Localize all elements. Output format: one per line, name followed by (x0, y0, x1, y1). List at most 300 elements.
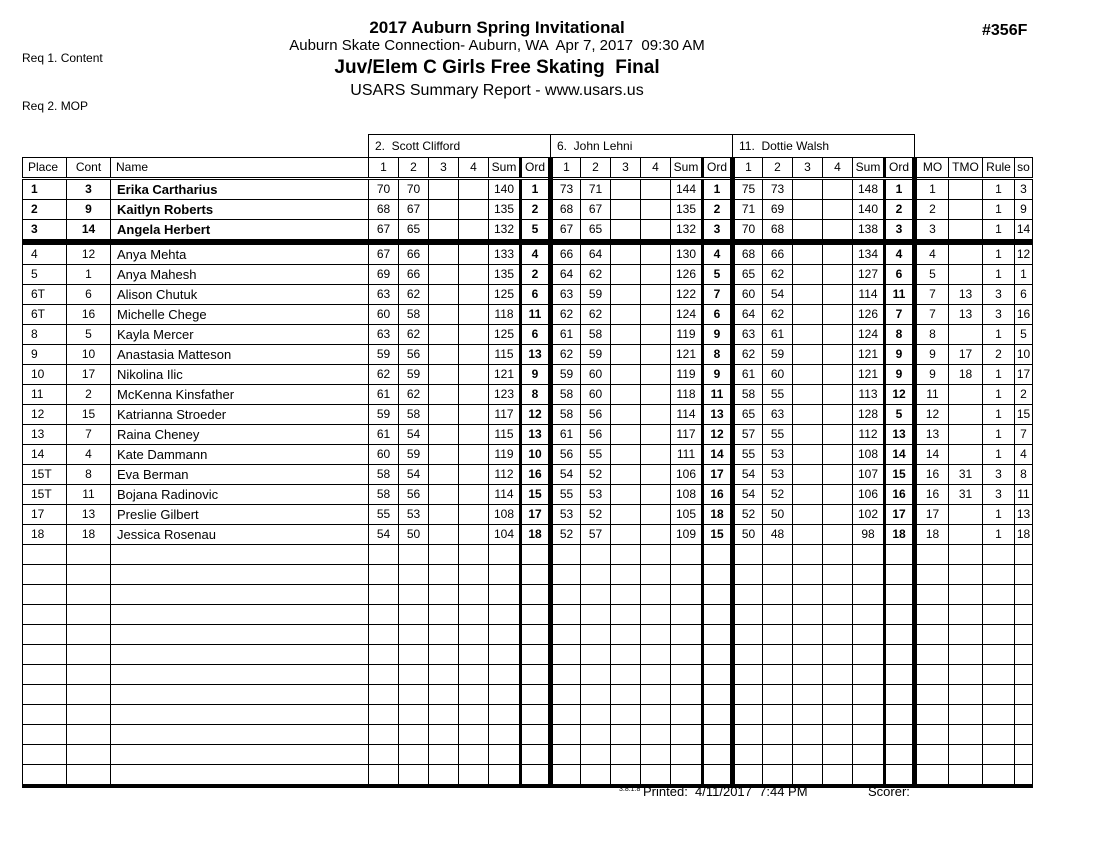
cell-judge2-ord: 9 (703, 325, 733, 345)
cell-judge2-s2 (581, 645, 611, 665)
cell-judge1-s1: 61 (369, 425, 399, 445)
cell-judge3-sum: 126 (853, 305, 885, 325)
cell-so: 9 (1015, 200, 1033, 220)
cell-judge3-s1: 75 (733, 179, 763, 200)
cell-so (1015, 645, 1033, 665)
cell-judge2-s1: 56 (551, 445, 581, 465)
cell-judge3-s1 (733, 605, 763, 625)
cell-judge1-s4 (459, 665, 489, 685)
cell-judge2-s3 (611, 405, 641, 425)
skater-row (23, 325, 1033, 345)
cell-judge2-sum: 114 (671, 405, 703, 425)
cell-judge1-s1: 58 (369, 465, 399, 485)
cell-judge1-s1 (369, 665, 399, 685)
cell-mo (915, 605, 949, 625)
cell-judge2-ord (703, 545, 733, 565)
cell-mo: 16 (915, 465, 949, 485)
cell-judge3-s3 (793, 685, 823, 705)
cell-judge1-s2: 66 (399, 265, 429, 285)
empty-row (23, 685, 1033, 705)
cell-judge3-s1: 62 (733, 345, 763, 365)
cell-judge3-ord: 16 (885, 485, 915, 505)
cell-so (1015, 725, 1033, 745)
cell-judge2-s1 (551, 645, 581, 665)
cell-judge1-s1: 63 (369, 325, 399, 345)
cell-judge3-sum: 128 (853, 405, 885, 425)
col-header-j3-ord: Ord (885, 158, 915, 179)
cell-mo: 11 (915, 385, 949, 405)
cell-so (1015, 745, 1033, 765)
cell-judge3-s3 (793, 465, 823, 485)
cell-judge3-sum (853, 685, 885, 705)
cell-judge1-ord (521, 765, 551, 787)
cell-name (111, 745, 369, 765)
cell-mo: 14 (915, 445, 949, 465)
cell-judge1-s3 (429, 545, 459, 565)
cell-judge1-sum: 133 (489, 242, 521, 265)
cell-cont (67, 625, 111, 645)
cell-tmo: 31 (949, 465, 983, 485)
cell-place: 12 (23, 405, 67, 425)
cell-judge2-s2 (581, 725, 611, 745)
cell-judge3-sum: 134 (853, 242, 885, 265)
cell-judge3-sum: 127 (853, 265, 885, 285)
cell-judge2-ord: 16 (703, 485, 733, 505)
cell-name (111, 625, 369, 645)
cell-judge1-s2 (399, 765, 429, 787)
cell-place: 4 (23, 242, 67, 265)
cell-rule: 3 (983, 465, 1015, 485)
cell-judge1-s3 (429, 285, 459, 305)
cell-judge1-sum: 140 (489, 179, 521, 200)
skater-row (23, 179, 1033, 200)
cell-place: 9 (23, 345, 67, 365)
cell-judge3-s3 (793, 285, 823, 305)
column-header-row (23, 158, 1033, 179)
cell-place (23, 545, 67, 565)
cell-judge1-s1 (369, 625, 399, 645)
cell-judge3-s3 (793, 385, 823, 405)
cell-judge3-ord: 14 (885, 445, 915, 465)
cell-tmo (949, 745, 983, 765)
cell-judge2-ord: 17 (703, 465, 733, 485)
cell-judge2-sum (671, 605, 703, 625)
cell-judge1-s1 (369, 705, 399, 725)
cell-judge3-s1: 50 (733, 525, 763, 545)
cell-judge1-sum (489, 605, 521, 625)
cell-name: Katrianna Stroeder (111, 405, 369, 425)
cell-mo (915, 765, 949, 787)
cell-judge1-s1: 69 (369, 265, 399, 285)
cell-judge2-ord (703, 585, 733, 605)
col-header-so: so (1015, 158, 1033, 179)
cell-rule (983, 745, 1015, 765)
cell-judge3-s4 (823, 200, 853, 220)
cell-judge3-sum (853, 565, 885, 585)
cell-name: Raina Cheney (111, 425, 369, 445)
cell-rule: 1 (983, 425, 1015, 445)
cell-judge1-s2: 54 (399, 425, 429, 445)
cell-rule (983, 585, 1015, 605)
cell-judge1-s4 (459, 625, 489, 645)
cell-rule: 1 (983, 505, 1015, 525)
cell-judge2-s2: 64 (581, 242, 611, 265)
cell-name: Michelle Chege (111, 305, 369, 325)
cell-judge1-s3 (429, 425, 459, 445)
cell-judge1-s2: 65 (399, 220, 429, 243)
cell-judge2-s4 (641, 325, 671, 345)
cell-name (111, 765, 369, 787)
cell-judge1-sum (489, 745, 521, 765)
cell-judge1-s3 (429, 365, 459, 385)
cell-judge3-ord (885, 605, 915, 625)
cell-judge3-sum: 121 (853, 345, 885, 365)
cell-judge2-ord (703, 605, 733, 625)
cell-judge2-s3 (611, 605, 641, 625)
cell-judge1-s3 (429, 305, 459, 325)
cell-name: Kayla Mercer (111, 325, 369, 345)
cell-judge2-s4 (641, 525, 671, 545)
cell-place (23, 605, 67, 625)
cell-judge3-s2: 62 (763, 305, 793, 325)
cell-judge1-s3 (429, 200, 459, 220)
cell-judge2-s3 (611, 242, 641, 265)
cell-place: 3 (23, 220, 67, 243)
cell-judge1-s2 (399, 745, 429, 765)
cell-judge3-s4 (823, 605, 853, 625)
cell-judge3-s2: 61 (763, 325, 793, 345)
cell-so (1015, 585, 1033, 605)
cell-judge3-sum (853, 665, 885, 685)
cell-judge1-s2 (399, 685, 429, 705)
printed-timestamp: Printed: 4/11/2017 7:44 PM (643, 784, 808, 799)
cell-judge3-s2: 69 (763, 200, 793, 220)
col-header-j1-1: 1 (369, 158, 399, 179)
cell-cont: 4 (67, 445, 111, 465)
cell-judge2-ord: 12 (703, 425, 733, 445)
cell-rule: 1 (983, 220, 1015, 243)
cell-judge2-s4 (641, 565, 671, 585)
cell-judge1-s4 (459, 765, 489, 787)
cell-judge1-s4 (459, 545, 489, 565)
cell-judge1-ord: 8 (521, 385, 551, 405)
cell-judge2-sum (671, 585, 703, 605)
cell-judge3-s1: 71 (733, 200, 763, 220)
cell-tmo (949, 545, 983, 565)
cell-cont: 14 (67, 220, 111, 243)
skater-row (23, 445, 1033, 465)
cell-tmo: 18 (949, 365, 983, 385)
cell-judge3-s2: 60 (763, 365, 793, 385)
cell-judge3-s1: 61 (733, 365, 763, 385)
cell-judge3-s2: 59 (763, 345, 793, 365)
cell-tmo (949, 705, 983, 725)
cell-judge2-s3 (611, 705, 641, 725)
cell-judge2-ord (703, 685, 733, 705)
cell-judge1-s3 (429, 505, 459, 525)
cell-judge2-sum (671, 645, 703, 665)
cell-judge3-s3 (793, 505, 823, 525)
cell-judge3-s3 (793, 325, 823, 345)
cell-judge3-s4 (823, 585, 853, 605)
cell-judge2-ord: 1 (703, 179, 733, 200)
cell-judge2-s4 (641, 200, 671, 220)
cell-judge1-s2: 54 (399, 465, 429, 485)
cell-judge1-ord: 5 (521, 220, 551, 243)
cell-judge2-s1: 55 (551, 485, 581, 505)
cell-judge3-s2: 53 (763, 465, 793, 485)
cell-judge3-ord: 9 (885, 365, 915, 385)
cell-judge1-s3 (429, 465, 459, 485)
cell-so (1015, 565, 1033, 585)
cell-judge3-s3 (793, 445, 823, 465)
cell-judge1-ord (521, 625, 551, 645)
cell-name (111, 705, 369, 725)
col-header-j2-1: 1 (551, 158, 581, 179)
cell-judge1-s1: 59 (369, 345, 399, 365)
cell-judge2-sum: 121 (671, 345, 703, 365)
cell-judge3-s4 (823, 365, 853, 385)
cell-cont: 1 (67, 265, 111, 285)
cell-judge1-sum: 114 (489, 485, 521, 505)
cell-judge3-s3 (793, 220, 823, 243)
cell-judge1-s1 (369, 725, 399, 745)
cell-judge2-ord: 5 (703, 265, 733, 285)
cell-judge1-ord (521, 685, 551, 705)
cell-judge1-ord: 10 (521, 445, 551, 465)
cell-judge3-sum (853, 765, 885, 787)
cell-judge3-ord: 1 (885, 179, 915, 200)
cell-judge3-s4 (823, 645, 853, 665)
cell-judge3-sum: 98 (853, 525, 885, 545)
report-type-line: USARS Summary Report - www.usars.us (350, 82, 644, 99)
cell-judge2-s4 (641, 605, 671, 625)
cell-judge2-sum: 109 (671, 525, 703, 545)
cell-judge2-s1: 61 (551, 325, 581, 345)
col-header-mo: MO (915, 158, 949, 179)
empty-row (23, 745, 1033, 765)
cell-judge3-s1: 58 (733, 385, 763, 405)
cell-judge3-s1 (733, 725, 763, 745)
col-header-j2-3: 3 (611, 158, 641, 179)
cell-judge3-s2 (763, 625, 793, 645)
results-tbody (23, 179, 1033, 787)
cell-tmo (949, 425, 983, 445)
empty-row (23, 585, 1033, 605)
cell-judge3-s1: 54 (733, 485, 763, 505)
skater-row (23, 305, 1033, 325)
cell-judge3-ord (885, 585, 915, 605)
cell-judge2-sum: 119 (671, 365, 703, 385)
cell-mo (915, 565, 949, 585)
cell-rule: 2 (983, 345, 1015, 365)
cell-judge1-s4 (459, 285, 489, 305)
cell-judge2-s3 (611, 765, 641, 787)
cell-judge3-s2 (763, 745, 793, 765)
cell-judge1-s3 (429, 645, 459, 665)
cell-judge3-s2: 53 (763, 445, 793, 465)
cell-rule (983, 565, 1015, 585)
cell-judge2-s4 (641, 220, 671, 243)
cell-judge2-ord: 18 (703, 505, 733, 525)
cell-judge2-s4 (641, 505, 671, 525)
cell-rule: 1 (983, 179, 1015, 200)
cell-judge1-sum: 115 (489, 425, 521, 445)
cell-judge2-sum (671, 765, 703, 787)
cell-judge1-s1: 67 (369, 242, 399, 265)
col-header-j3-2: 2 (763, 158, 793, 179)
cell-so: 13 (1015, 505, 1033, 525)
cell-judge2-s3 (611, 179, 641, 200)
cell-judge3-s4 (823, 565, 853, 585)
event-number: #356F (982, 22, 1028, 39)
cell-judge2-s4 (641, 665, 671, 685)
cell-mo (915, 745, 949, 765)
cell-judge1-s3 (429, 525, 459, 545)
cell-tmo (949, 325, 983, 345)
skater-row (23, 405, 1033, 425)
cell-cont: 12 (67, 242, 111, 265)
cell-judge3-s3 (793, 765, 823, 787)
cell-place (23, 645, 67, 665)
cell-judge3-s4 (823, 405, 853, 425)
cell-judge3-s3 (793, 242, 823, 265)
cell-judge3-sum: 113 (853, 385, 885, 405)
cell-judge1-s2 (399, 565, 429, 585)
cell-judge2-s2: 57 (581, 525, 611, 545)
skater-row (23, 505, 1033, 525)
cell-cont (67, 665, 111, 685)
cell-judge1-s1 (369, 585, 399, 605)
cell-mo (915, 545, 949, 565)
cell-judge1-s4 (459, 705, 489, 725)
cell-judge2-ord (703, 725, 733, 745)
cell-judge1-s4 (459, 425, 489, 445)
cell-rule (983, 765, 1015, 787)
cell-judge1-ord (521, 665, 551, 685)
cell-judge3-ord: 12 (885, 385, 915, 405)
cell-judge1-ord: 1 (521, 179, 551, 200)
cell-judge1-s3 (429, 220, 459, 243)
cell-rule (983, 725, 1015, 745)
cell-judge1-ord (521, 565, 551, 585)
cell-judge1-s3 (429, 179, 459, 200)
cell-judge2-sum: 108 (671, 485, 703, 505)
cell-judge1-s3 (429, 265, 459, 285)
cell-judge2-s2: 56 (581, 405, 611, 425)
cell-judge1-s3 (429, 665, 459, 685)
cell-judge2-s1: 62 (551, 305, 581, 325)
cell-judge3-s2: 63 (763, 405, 793, 425)
cell-judge1-s4 (459, 385, 489, 405)
cell-judge2-s2: 52 (581, 465, 611, 485)
cell-judge2-sum: 122 (671, 285, 703, 305)
col-header-j1-sum: Sum (489, 158, 521, 179)
cell-name: Angela Herbert (111, 220, 369, 243)
cell-judge1-sum (489, 705, 521, 725)
cell-place: 1 (23, 179, 67, 200)
col-header-j1-3: 3 (429, 158, 459, 179)
cell-so: 6 (1015, 285, 1033, 305)
cell-judge2-sum: 144 (671, 179, 703, 200)
cell-judge2-ord: 13 (703, 405, 733, 425)
cell-judge3-s2 (763, 565, 793, 585)
cell-judge2-s3 (611, 445, 641, 465)
cell-judge2-s2 (581, 625, 611, 645)
cell-judge2-s4 (641, 585, 671, 605)
cell-judge3-s4 (823, 625, 853, 645)
cell-judge1-ord: 6 (521, 285, 551, 305)
cell-judge3-s3 (793, 545, 823, 565)
cell-judge1-s4 (459, 220, 489, 243)
cell-judge1-sum: 121 (489, 365, 521, 385)
cell-place: 10 (23, 365, 67, 385)
cell-judge3-s2: 62 (763, 265, 793, 285)
cell-judge2-s2: 59 (581, 285, 611, 305)
cell-judge2-s4 (641, 179, 671, 200)
cell-judge2-s3 (611, 365, 641, 385)
cell-judge1-ord: 9 (521, 365, 551, 385)
cell-name: Anya Mahesh (111, 265, 369, 285)
cell-place (23, 585, 67, 605)
cell-judge2-s2 (581, 545, 611, 565)
col-header-j2-sum: Sum (671, 158, 703, 179)
cell-rule (983, 645, 1015, 665)
cell-judge3-ord (885, 645, 915, 665)
cell-judge1-s2: 62 (399, 385, 429, 405)
cell-judge3-s4 (823, 385, 853, 405)
cell-judge2-s4 (641, 745, 671, 765)
cell-judge1-s4 (459, 365, 489, 385)
cell-judge3-s3 (793, 265, 823, 285)
cell-judge2-sum (671, 745, 703, 765)
cell-judge1-s2: 56 (399, 485, 429, 505)
cell-name (111, 605, 369, 625)
cell-mo: 17 (915, 505, 949, 525)
cell-judge3-ord: 17 (885, 505, 915, 525)
cell-judge1-s2 (399, 625, 429, 645)
cell-judge1-sum: 118 (489, 305, 521, 325)
cell-place: 17 (23, 505, 67, 525)
cell-cont: 8 (67, 465, 111, 485)
cell-judge3-s4 (823, 425, 853, 445)
judge-row-spacer-right (915, 135, 1033, 158)
cell-judge2-sum: 117 (671, 425, 703, 445)
col-header-j2-2: 2 (581, 158, 611, 179)
cell-judge2-s4 (641, 365, 671, 385)
cell-mo (915, 665, 949, 685)
cell-so (1015, 765, 1033, 787)
empty-row (23, 705, 1033, 725)
empty-row (23, 725, 1033, 745)
cell-judge2-s2: 60 (581, 365, 611, 385)
col-header-place: Place (23, 158, 67, 179)
cell-name: Eva Berman (111, 465, 369, 485)
cell-judge1-s1 (369, 685, 399, 705)
cell-tmo (949, 525, 983, 545)
cell-judge1-s2: 58 (399, 305, 429, 325)
cell-judge3-s2: 48 (763, 525, 793, 545)
cell-name (111, 725, 369, 745)
cell-cont: 7 (67, 425, 111, 445)
cell-so: 17 (1015, 365, 1033, 385)
cell-judge1-s1: 60 (369, 445, 399, 465)
cell-judge3-ord (885, 565, 915, 585)
cell-judge2-s1 (551, 745, 581, 765)
cell-cont (67, 645, 111, 665)
cell-judge2-s3 (611, 285, 641, 305)
cell-judge3-sum: 102 (853, 505, 885, 525)
